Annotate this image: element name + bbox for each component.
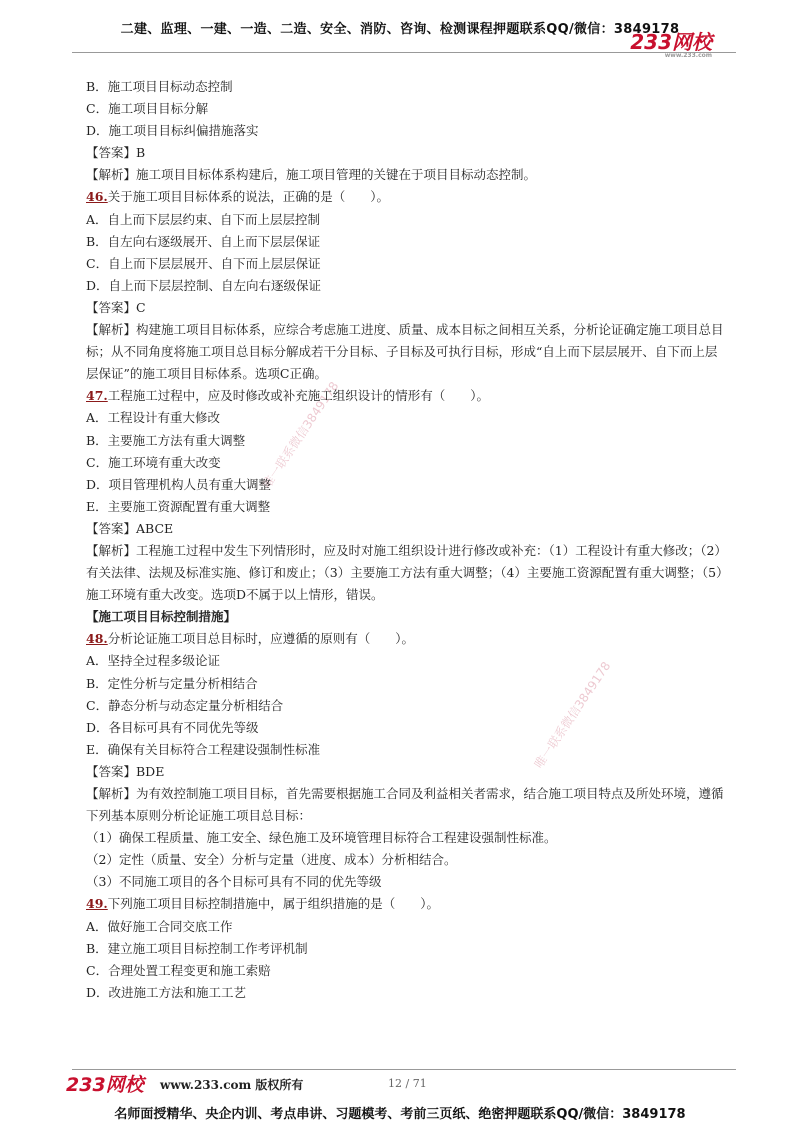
question-48	[86, 628, 726, 650]
question-stem: 工程施工过程中，应及时修改或补充施工组织设计的情形有（ ）。	[107, 388, 490, 404]
option-line: C．自上而下层层展开、自下而上层层保证	[86, 255, 321, 271]
brand-logo	[630, 26, 712, 59]
question-number: 48.	[86, 631, 108, 647]
option-line: D．各目标可具有不同优先等级	[86, 719, 259, 735]
answer-line: 【答案】BDE	[86, 763, 165, 779]
question-stem: 下列施工项目目标控制措施中，属于组织措施的是（ ）。	[107, 896, 440, 912]
watermark: 唯一联系微信3849178	[531, 659, 614, 771]
option-line: A．坚持全过程多级论证	[86, 653, 221, 669]
option-line: D．项目管理机构人员有重大调整	[86, 476, 272, 492]
question-stem: 关于施工项目目标体系的说法，正确的是（ ）。	[107, 189, 390, 205]
option-line: E．确保有关目标符合工程建设强制性标准	[86, 741, 321, 757]
analysis-paragraph: 【解析】构建施工项目目标体系，应综合考虑施工进度、质量、成本目标之间相互关系，分析论证确定施工项目总目标；从不同角度将施工项目总目标分解成若干分目标、子目标及可执行目标，形成“自上而下层层展开、自下而上层层保证”的施工项目目标体系。选项C正确。	[86, 322, 724, 382]
question-46	[86, 186, 726, 208]
question-47	[86, 385, 726, 407]
page-number: 12 / 71	[388, 1077, 427, 1090]
option-line: B．建立施工项目目标控制工作考评机制	[86, 940, 308, 956]
option-line: A．做好施工合同交底工作	[86, 918, 233, 934]
option-line: D．施工项目目标纠偏措施落实	[86, 123, 259, 139]
option-line: B．施工项目目标动态控制	[86, 79, 233, 94]
option-line: B．定性分析与定量分析相结合	[86, 675, 258, 691]
answer-line: 【答案】C	[86, 299, 146, 315]
option-line: D．自上而下层层控制、自左向右逐级保证	[86, 277, 322, 293]
option-line: A．工程设计有重大修改	[86, 410, 221, 426]
logo-text: 233网校	[630, 30, 712, 54]
header-promo: 二建、监理、一建、一造、二造、安全、消防、咨询、检测课程押题联系QQ/微信：3849178	[120, 22, 680, 37]
section-heading: 【施工项目目标控制措施】	[86, 609, 237, 625]
option-line: D．改进施工方法和施工工艺	[86, 984, 247, 1000]
analysis-paragraph: 【解析】为有效控制施工项目目标，首先需要根据施工合同及利益相关者需求，结合施工项目特点及所处环境，遵循下列基本原则分析论证施工项目总目标：	[86, 786, 724, 824]
question-number: 46.	[86, 189, 108, 205]
footer-copyright: www.233.com 版权所有	[160, 1078, 304, 1092]
footer-logo: 233网校	[66, 1074, 144, 1096]
footer-promo: 名师面授精华、央企内训、考点串讲、习题模考、考前三页纸、绝密押题联系QQ/微信：3849178	[114, 1107, 686, 1122]
option-line: C．静态分析与动态定量分析相结合	[86, 697, 284, 713]
option-line: E．主要施工资源配置有重大调整	[86, 498, 271, 514]
question-number: 49.	[86, 896, 108, 912]
option-line: C．施工项目目标分解	[86, 101, 209, 117]
answer-line: 【答案】B	[86, 145, 146, 161]
option-line: A．自上而下层层约束、自下而上层层控制	[86, 211, 321, 227]
question-stem: 分析论证施工项目总目标时，应遵循的原则有（ ）。	[107, 631, 415, 647]
header-divider	[72, 52, 736, 53]
option-line: C．合理处置工程变更和施工索赔	[86, 962, 271, 978]
analysis-paragraph: 【解析】工程施工过程中发生下列情形时，应及时对施工组织设计进行修改或补充：（1）工程设计有重大修改；（2）有关法律、法规及标准实施、修订和废止；（3）主要施工方法有重大调整；（4）主要施工资源配置有重大调整；（5）施工环境有重大改变。选项D不属于以上情形，错误。	[86, 542, 723, 603]
option-line: B．自左向右逐级展开、自上而下层层保证	[86, 233, 321, 249]
option-line: B．主要施工方法有重大调整	[86, 432, 246, 448]
question-49	[86, 893, 726, 915]
document-body	[86, 76, 726, 1004]
logo-subtext: www.233.com	[664, 52, 712, 59]
footer-divider	[72, 1069, 736, 1070]
question-number: 47.	[86, 388, 108, 404]
analysis-line: 【解析】施工项目目标体系构建后，施工项目管理的关键在于项目目标动态控制。	[86, 167, 537, 183]
watermark: 唯一联系微信3849178	[259, 379, 342, 491]
answer-line: 【答案】ABCE	[86, 520, 174, 536]
principle-line: （1）确保工程质量、施工安全、绿色施工及环境管理目标符合工程建设强制性标准。	[86, 830, 557, 846]
principle-line: （3）不同施工项目的各个目标可具有不同的优先等级	[86, 874, 382, 890]
principle-line: （2）定性（质量、安全）分析与定量（进度、成本）分析相结合。	[86, 852, 457, 868]
option-line: C．施工环境有重大改变	[86, 454, 221, 470]
